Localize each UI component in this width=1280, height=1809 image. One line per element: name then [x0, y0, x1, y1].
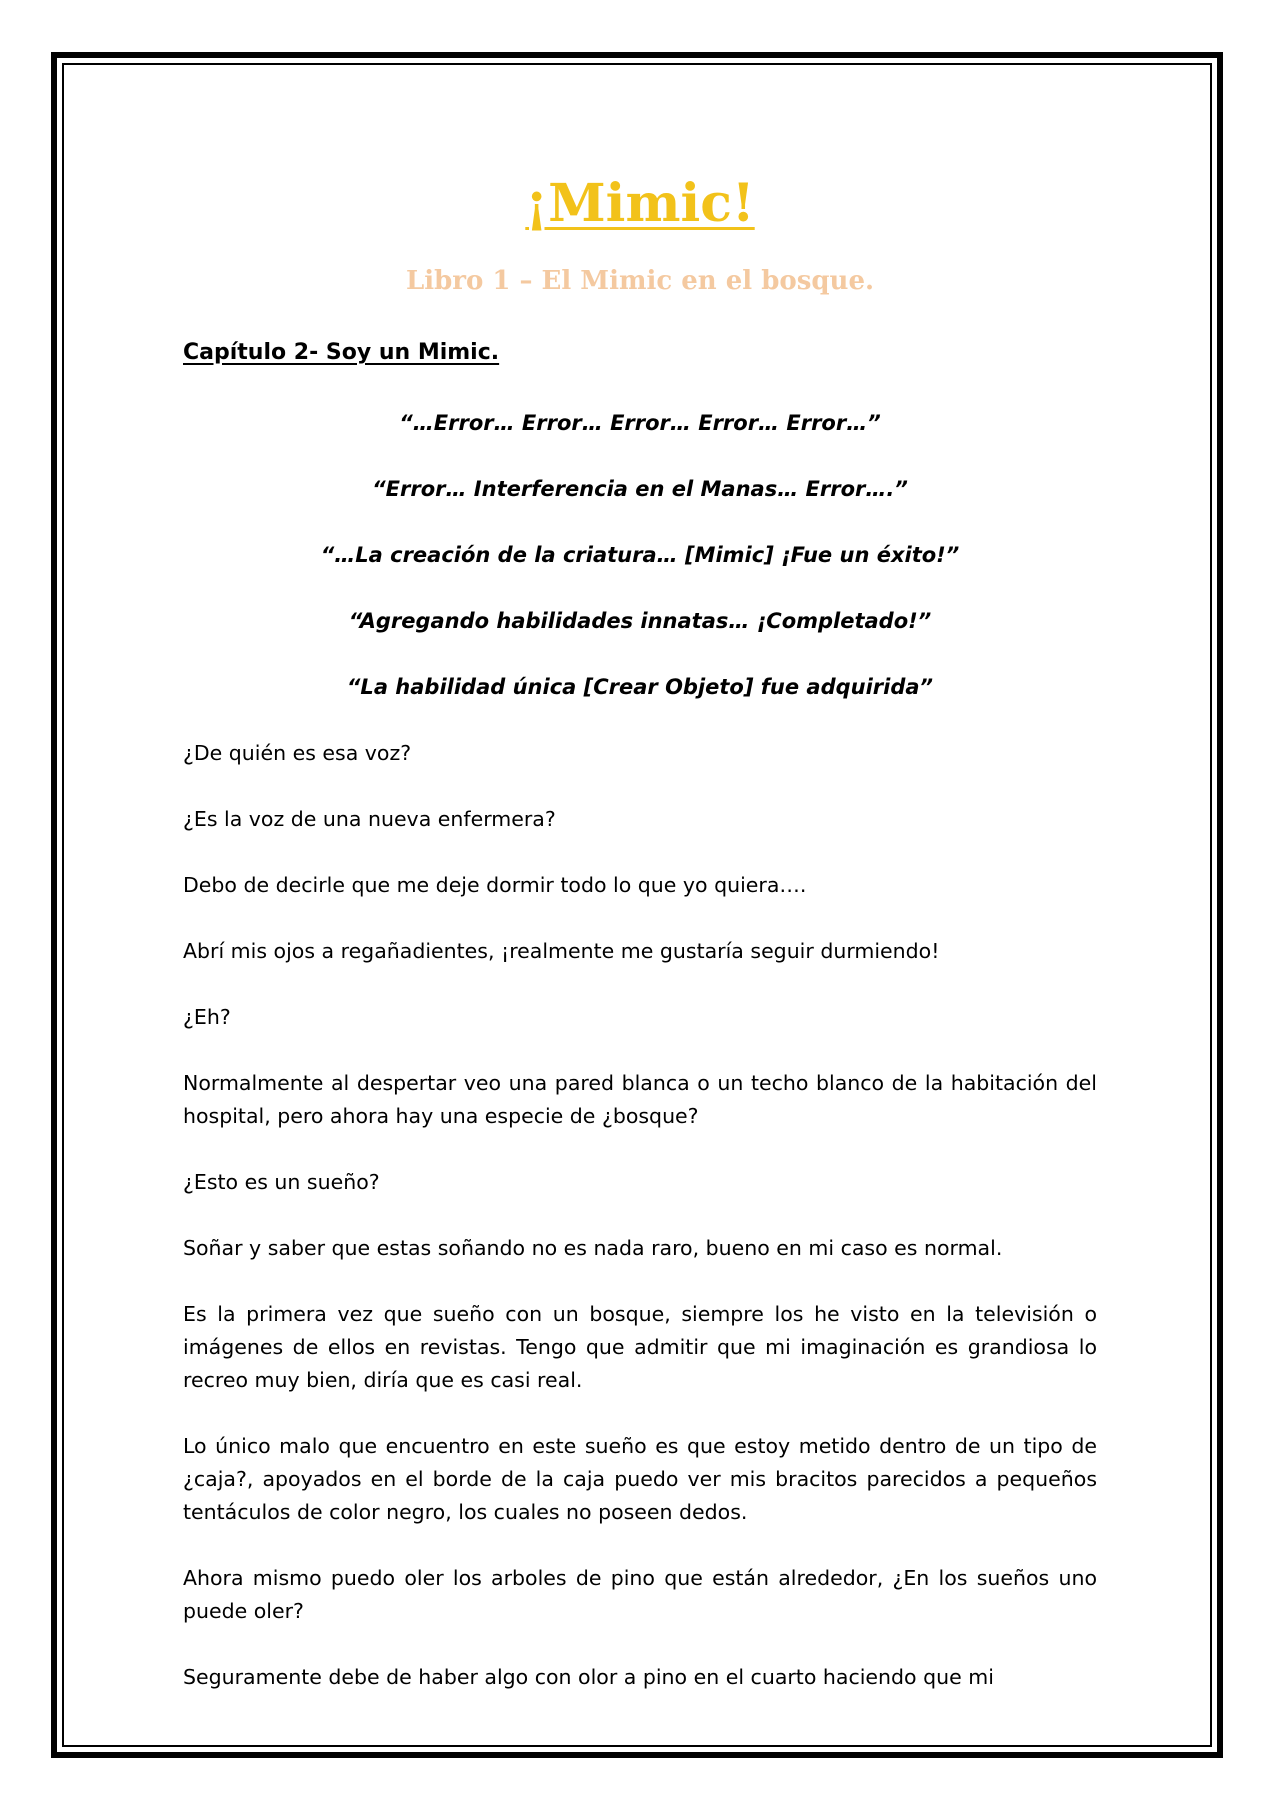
paragraph: Debo de decirle que me deje dormir todo lo que yo quiera….: [183, 873, 807, 897]
book-title: ¡Mimic!: [525, 173, 755, 234]
paragraph: Es la primera vez que sueño con un bosque, siempre los he visto en la televisión o imágenes de ellos en revistas. Tengo que admitir que mi imaginación es grandiosa lo recreo muy bien, diría que es casi real.: [183, 1302, 1097, 1392]
chapter-heading: Capítulo 2- Soy un Mimic.: [183, 340, 500, 365]
system-quote: “Agregando habilidades innatas… ¡Completado!”: [348, 609, 932, 633]
system-quote: “…La creación de la criatura… [Mimic] ¡Fue un éxito!”: [320, 543, 960, 567]
paragraph: ¿Eh?: [183, 1005, 231, 1029]
paragraph: Lo único malo que encuentro en este sueño es que estoy metido dentro de un tipo de ¿caja?, apoyados en el borde de la caja puedo ver mis bracitos parecidos a pequeños tentáculos de color negro, los cuales no poseen dedos.: [183, 1434, 1097, 1524]
paragraph: ¿Esto es un sueño?: [183, 1170, 380, 1194]
book-subtitle: Libro 1 – El Mimic en el bosque.: [405, 266, 875, 296]
system-quote: “La habilidad única [Crear Objeto] fue adquirida”: [346, 675, 934, 699]
system-quote: “Error… Interferencia en el Manas… Error….”: [372, 477, 908, 501]
paragraph: Soñar y saber que estas soñando no es nada raro, bueno en mi caso es normal.: [183, 1236, 1003, 1260]
paragraph: Abrí mis ojos a regañadientes, ¡realmente me gustaría seguir durmiendo!: [183, 939, 940, 963]
paragraph: ¿Es la voz de una nueva enfermera?: [183, 807, 556, 831]
paragraph: ¿De quién es esa voz?: [183, 741, 412, 765]
paragraph: Ahora mismo puedo oler los arboles de pino que están alrededor, ¿En los sueños uno puede oler?: [183, 1566, 1097, 1623]
paragraph: Normalmente al despertar veo una pared blanca o un techo blanco de la habitación del hospital, pero ahora hay una especie de ¿bosque?: [183, 1071, 1097, 1128]
paragraph: Seguramente debe de haber algo con olor a pino en el cuarto haciendo que mi: [183, 1665, 994, 1689]
system-quote: “…Error… Error… Error… Error… Error…”: [399, 411, 881, 435]
